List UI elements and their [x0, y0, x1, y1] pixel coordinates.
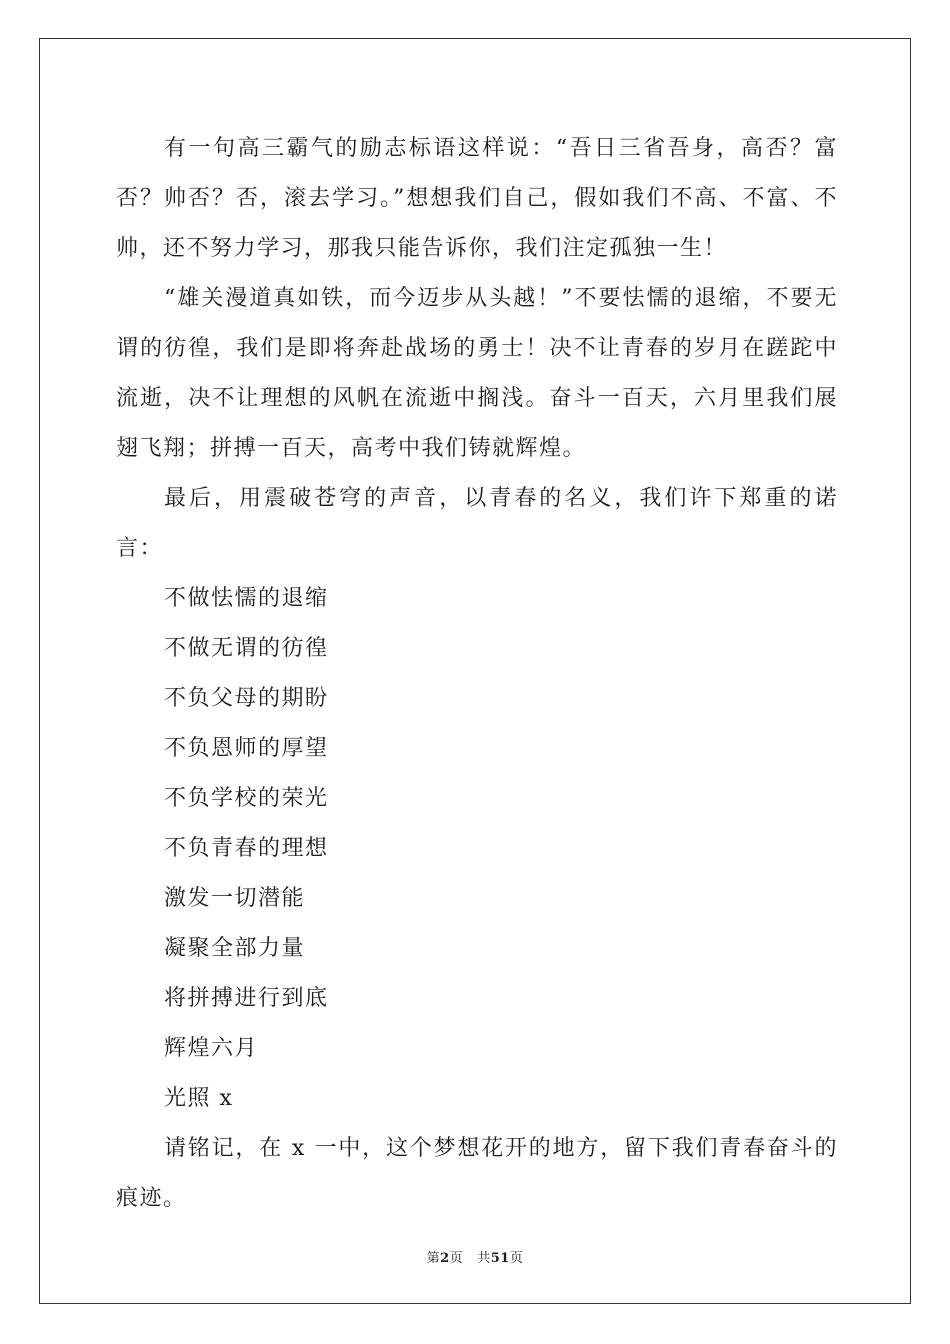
total-suffix: 页	[509, 1251, 524, 1266]
pledge-line: 将拼搏进行到底	[164, 986, 329, 1011]
paragraph-pass: “雄关漫道真如铁，而今迈步从头越！”不要怯懦的退缩，不要无谓的彷徨，我们是即将奔赴战场的勇士！决不让青春的岁月在蹉跎中流逝，决不让理想的风帆在流逝中搁浅。奋斗一百天，六月里我们展翅飞翔；拼搏一百天，高考中我们铸就辉煌。	[116, 286, 838, 461]
paragraph-pledge-intro: 最后，用震破苍穹的声音，以青春的名义，我们许下郑重的诺言：	[116, 486, 838, 561]
pledge-line: 辉煌六月	[164, 1036, 259, 1061]
total-prefix: 共	[477, 1251, 491, 1266]
page-prefix: 第	[426, 1251, 441, 1266]
pledge-line: 不做无谓的彷徨	[164, 636, 329, 661]
pledge-line: 不负青春的理想	[164, 836, 329, 861]
pledge-line: 不做怯懦的退缩	[164, 586, 329, 611]
document-body	[116, 124, 838, 1224]
page-footer	[0, 1247, 950, 1266]
pledge-line: 不负学校的荣光	[164, 786, 329, 811]
pledge-line: 不负父母的期盼	[164, 686, 329, 711]
paragraph-closing: 请铭记，在 x 一中，这个梦想花开的地方，留下我们青春奋斗的痕迹。	[116, 1136, 838, 1211]
pledge-line: 激发一切潜能	[164, 886, 306, 911]
pledge-line: 光照 x	[164, 1086, 234, 1111]
pledge-line: 不负恩师的厚望	[164, 736, 329, 761]
paragraph-motto: 有一句高三霸气的励志标语这样说：“吾日三省吾身，高否？富否？帅否？否，滚去学习。”想想我们自己，假如我们不高、不富、不帅，还不努力学习，那我只能告诉你，我们注定孤独一生！	[116, 136, 838, 261]
total-pages: 51	[490, 1251, 510, 1266]
page-suffix: 页	[449, 1251, 464, 1266]
page-number: 2	[440, 1251, 450, 1266]
pledge-line: 凝聚全部力量	[164, 936, 306, 961]
